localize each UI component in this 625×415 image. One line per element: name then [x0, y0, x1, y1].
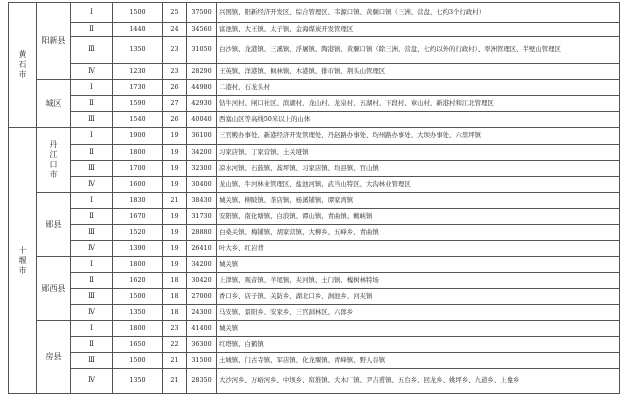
area-cell: 龙山镇、牛河林业管理区、盐池河镇、武当山特区、大沟林业管理区	[217, 177, 620, 193]
county-cell: 阳新县	[37, 3, 71, 80]
value-cell: 19	[163, 128, 187, 145]
value-cell: 21	[163, 353, 187, 369]
table-row	[9, 353, 620, 369]
county-cell: 丹江口市	[37, 128, 71, 193]
grade-cell: Ⅰ	[71, 257, 113, 273]
value-cell: 1500	[113, 353, 163, 369]
area-cell: 凉水河镇、石鼓镇、蒿坪镇、习家店镇、均县镇、官山镇	[217, 161, 620, 177]
area-cell: 安阳镇、南化塘镇、白浪镇、谭山镇、青曲镇、鲍峡镇	[217, 209, 620, 225]
value-cell: 19	[163, 225, 187, 241]
table-row	[9, 241, 620, 257]
table-row	[9, 225, 620, 241]
value-cell: 24	[163, 23, 187, 37]
value-cell: 1800	[113, 257, 163, 273]
grade-cell: Ⅳ	[71, 241, 113, 257]
area-cell: 钻牛河村、闸口社区、滨湖村、龙山村、龙泉村、五湖村、下段村、章山村、新港村和江北管理区	[217, 96, 620, 112]
table-row	[9, 257, 620, 273]
area-cell: 叶大乡、红岩背	[217, 241, 620, 257]
value-cell: 30400	[187, 177, 217, 193]
grade-cell: Ⅲ	[71, 289, 113, 305]
value-cell: 1670	[113, 209, 163, 225]
table-row	[9, 64, 620, 80]
value-cell: 1800	[113, 145, 163, 161]
value-cell: 1350	[113, 369, 163, 394]
value-cell: 24300	[187, 305, 217, 321]
grade-cell: Ⅰ	[71, 193, 113, 209]
table-row	[9, 305, 620, 321]
value-cell: 44980	[187, 80, 217, 96]
value-cell: 1650	[113, 337, 163, 353]
value-cell: 41400	[187, 321, 217, 337]
grade-cell: Ⅲ	[71, 161, 113, 177]
value-cell: 26410	[187, 241, 217, 257]
table-row	[9, 209, 620, 225]
table-row	[9, 112, 620, 128]
grade-cell: Ⅲ	[71, 225, 113, 241]
value-cell: 28290	[187, 64, 217, 80]
value-cell: 36100	[187, 128, 217, 145]
value-cell: 1520	[113, 225, 163, 241]
area-cell: 城关镇、柳陂镇、茶店镇、杨溪铺镇、谭家湾镇	[217, 193, 620, 209]
area-cell: 白沙镇、龙港镇、三溪镇、浮屠镇、陶港镇、黄颡口镇（除三洲、营盘、七约以外的行政村）、率洲管理区、半壁山管理区	[217, 37, 620, 64]
value-cell: 1390	[113, 241, 163, 257]
value-cell: 1590	[113, 96, 163, 112]
value-cell: 42930	[187, 96, 217, 112]
grade-cell: Ⅰ	[71, 80, 113, 96]
value-cell: 25	[163, 3, 187, 23]
grade-cell: Ⅳ	[71, 177, 113, 193]
value-cell: 1500	[113, 289, 163, 305]
value-cell: 1230	[113, 64, 163, 80]
table-row	[9, 177, 620, 193]
value-cell: 22	[163, 337, 187, 353]
area-cell: 马安镇、景阳乡、安家乡、三官洞林区、六郎乡	[217, 305, 620, 321]
table-row	[9, 369, 620, 394]
grade-cell: Ⅱ	[71, 273, 113, 289]
area-cell: 红塔镇、白鹤镇	[217, 337, 620, 353]
value-cell: 34200	[187, 257, 217, 273]
value-cell: 23	[163, 64, 187, 80]
value-cell: 18	[163, 305, 187, 321]
value-cell: 30420	[187, 273, 217, 289]
table-row	[9, 37, 620, 64]
grade-cell: Ⅱ	[71, 23, 113, 37]
area-cell: 大沙河乡、万峪河乡、中坝乡、窑淮镇、大木厂镇、尹吉甫镇、五台乡、回龙乡、姚坪乡、九道乡、上龛乡	[217, 369, 620, 394]
area-cell: 城关镇	[217, 257, 620, 273]
value-cell: 26	[163, 112, 187, 128]
area-cell: 西塞山区等高线50米以上的山体	[217, 112, 620, 128]
value-cell: 34560	[187, 23, 217, 37]
grade-cell: Ⅰ	[71, 321, 113, 337]
value-cell: 28350	[187, 369, 217, 394]
value-cell: 19	[163, 177, 187, 193]
value-cell: 1800	[113, 321, 163, 337]
table-row	[9, 96, 620, 112]
area-cell: 富池镇、大王镇、太子镇、金海煤炭开发管理区	[217, 23, 620, 37]
table-row	[9, 23, 620, 37]
value-cell: 1350	[113, 37, 163, 64]
value-cell: 36300	[187, 337, 217, 353]
table-row	[9, 161, 620, 177]
value-cell: 1830	[113, 193, 163, 209]
value-cell: 21	[163, 369, 187, 394]
value-cell: 27	[163, 96, 187, 112]
city-cell: 十堰市	[9, 128, 37, 394]
grade-cell: Ⅳ	[71, 305, 113, 321]
value-cell: 19	[163, 209, 187, 225]
value-cell: 1700	[113, 161, 163, 177]
value-cell: 21	[163, 193, 187, 209]
value-cell: 18	[163, 289, 187, 305]
value-cell: 31050	[187, 37, 217, 64]
value-cell: 1730	[113, 80, 163, 96]
value-cell: 23	[163, 321, 187, 337]
area-cell: 香口乡、店子镇、关防乡、湖北口乡、涧池乡、河夹镇	[217, 289, 620, 305]
value-cell: 19	[163, 241, 187, 257]
grade-cell: Ⅱ	[71, 209, 113, 225]
value-cell: 1350	[113, 305, 163, 321]
grade-cell: Ⅲ	[71, 37, 113, 64]
value-cell: 38430	[187, 193, 217, 209]
area-cell: 土城镇、门古寺镇、军店镇、化龙堰镇、青峰镇、野人谷镇	[217, 353, 620, 369]
value-cell: 23	[163, 37, 187, 64]
grade-cell: Ⅱ	[71, 96, 113, 112]
value-cell: 1900	[113, 128, 163, 145]
land-compensation-table	[8, 2, 620, 394]
value-cell: 34200	[187, 145, 217, 161]
area-cell: 三官殿办事处、新港经济开发管理处、丹赵路办事处、均州路办事处、大坝办事处、六里坪镇	[217, 128, 620, 145]
value-cell: 1540	[113, 112, 163, 128]
value-cell: 31730	[187, 209, 217, 225]
table-row	[9, 321, 620, 337]
county-cell: 房县	[37, 321, 71, 394]
grade-cell: Ⅰ	[71, 128, 113, 145]
table-row	[9, 289, 620, 305]
table-row	[9, 337, 620, 353]
county-cell: 郧县	[37, 193, 71, 257]
table-row	[9, 3, 620, 23]
county-cell: 城区	[37, 80, 71, 128]
value-cell: 1440	[113, 23, 163, 37]
value-cell: 32300	[187, 161, 217, 177]
area-cell: 兴国镇、阳新经济开发区、综合管理区、韦源口镇、黄颡口镇（三洲、营盘、七约3个行政村）	[217, 3, 620, 23]
value-cell: 31500	[187, 353, 217, 369]
value-cell: 18	[163, 273, 187, 289]
area-cell: 二港村、石龙头村	[217, 80, 620, 96]
grade-cell: Ⅱ	[71, 337, 113, 353]
table-row	[9, 273, 620, 289]
value-cell: 19	[163, 161, 187, 177]
grade-cell: Ⅰ	[71, 3, 113, 23]
area-cell: 习家店镇、丁家营镇、土关垭镇	[217, 145, 620, 161]
value-cell: 28880	[187, 225, 217, 241]
table-row	[9, 145, 620, 161]
value-cell: 1500	[113, 3, 163, 23]
table-row	[9, 128, 620, 145]
county-cell: 郧西县	[37, 257, 71, 321]
area-cell: 白桑关镇、梅铺镇、胡家营镇、大柳乡、五峰乡、青曲镇	[217, 225, 620, 241]
area-cell: 王英镇、洋港镇、枫林镇、木港镇、排市镇、荆头山管理区	[217, 64, 620, 80]
grade-cell: Ⅳ	[71, 64, 113, 80]
area-cell: 上津镇、观音镇、羊尾镇、夹河镇、土门镇、槐树林特场	[217, 273, 620, 289]
value-cell: 26	[163, 80, 187, 96]
table-row	[9, 80, 620, 96]
grade-cell: Ⅲ	[71, 353, 113, 369]
area-cell: 城关镇	[217, 321, 620, 337]
value-cell: 1620	[113, 273, 163, 289]
value-cell: 27000	[187, 289, 217, 305]
grade-cell: Ⅱ	[71, 145, 113, 161]
value-cell: 1600	[113, 177, 163, 193]
value-cell: 40040	[187, 112, 217, 128]
city-cell: 黄石市	[9, 3, 37, 128]
table-row	[9, 193, 620, 209]
grade-cell: Ⅳ	[71, 369, 113, 394]
grade-cell: Ⅲ	[71, 112, 113, 128]
value-cell: 37500	[187, 3, 217, 23]
value-cell: 19	[163, 257, 187, 273]
value-cell: 19	[163, 145, 187, 161]
